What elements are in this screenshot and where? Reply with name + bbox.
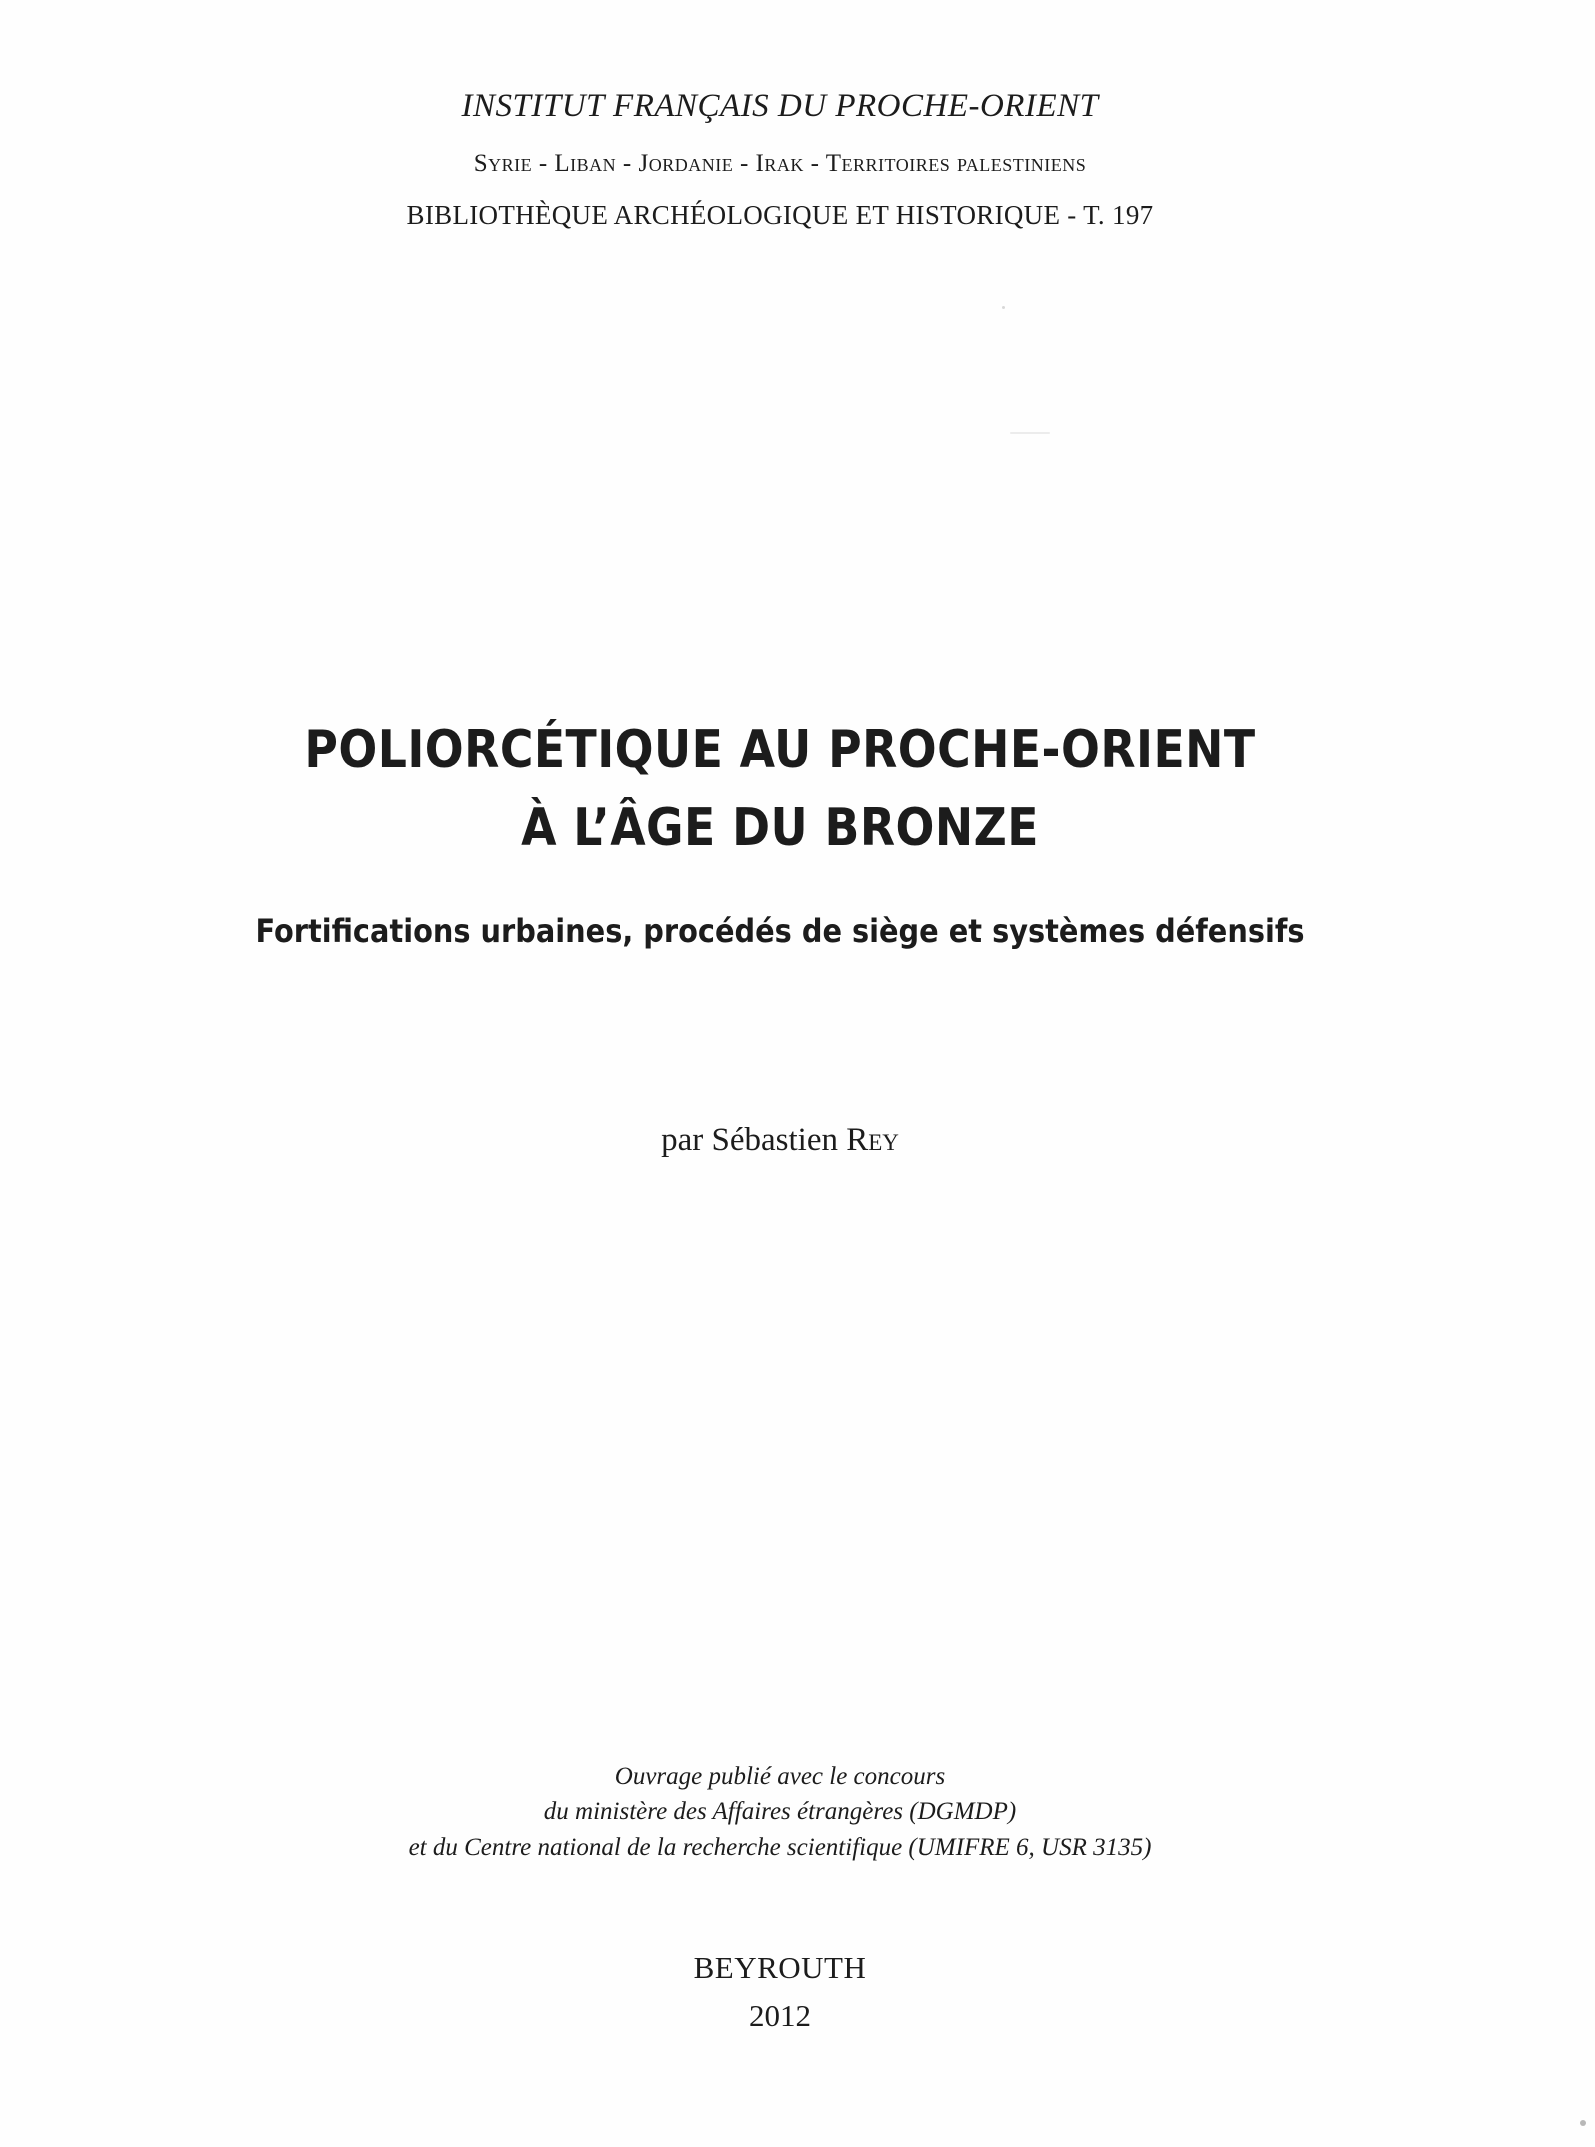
paper-speck (1002, 306, 1005, 309)
imprint-city: BEYROUTH (693, 1950, 867, 1985)
author-line (0, 1122, 1560, 1159)
series-line: BIBLIOTHÈQUE ARCHÉOLOGIQUE ET HISTORIQUE - T. 197 (406, 200, 1154, 230)
book-title-line-1: POLIORCÉTIQUE AU PROCHE-ORIENT (304, 720, 1256, 780)
support-line-1: Ouvrage publié avec le concours (614, 1763, 946, 1790)
book-subtitle: Fortifications urbaines, procédés de siège et systèmes défensifs (255, 912, 1305, 950)
countries-line: Syrie - Liban - Jordanie - Irak - Territoires palestiniens (473, 150, 1087, 177)
support-line-3: et du Centre national de la recherche scientifique (UMIFRE 6, USR 3135) (408, 1834, 1152, 1861)
support-line-2: du ministère des Affaires étrangères (DGMDP) (543, 1798, 1017, 1825)
institute-name: INSTITUT FRANÇAIS DU PROCHE-ORIENT (461, 88, 1099, 124)
author-prefix: par Sébastien (661, 1122, 847, 1158)
author-lastname: Rey (846, 1122, 899, 1158)
paper-speck (1580, 2120, 1586, 2126)
paper-speck (1010, 432, 1050, 434)
imprint-year: 2012 (749, 1998, 811, 2033)
book-title-line-2: À L’ÂGE DU BRONZE (521, 798, 1039, 858)
